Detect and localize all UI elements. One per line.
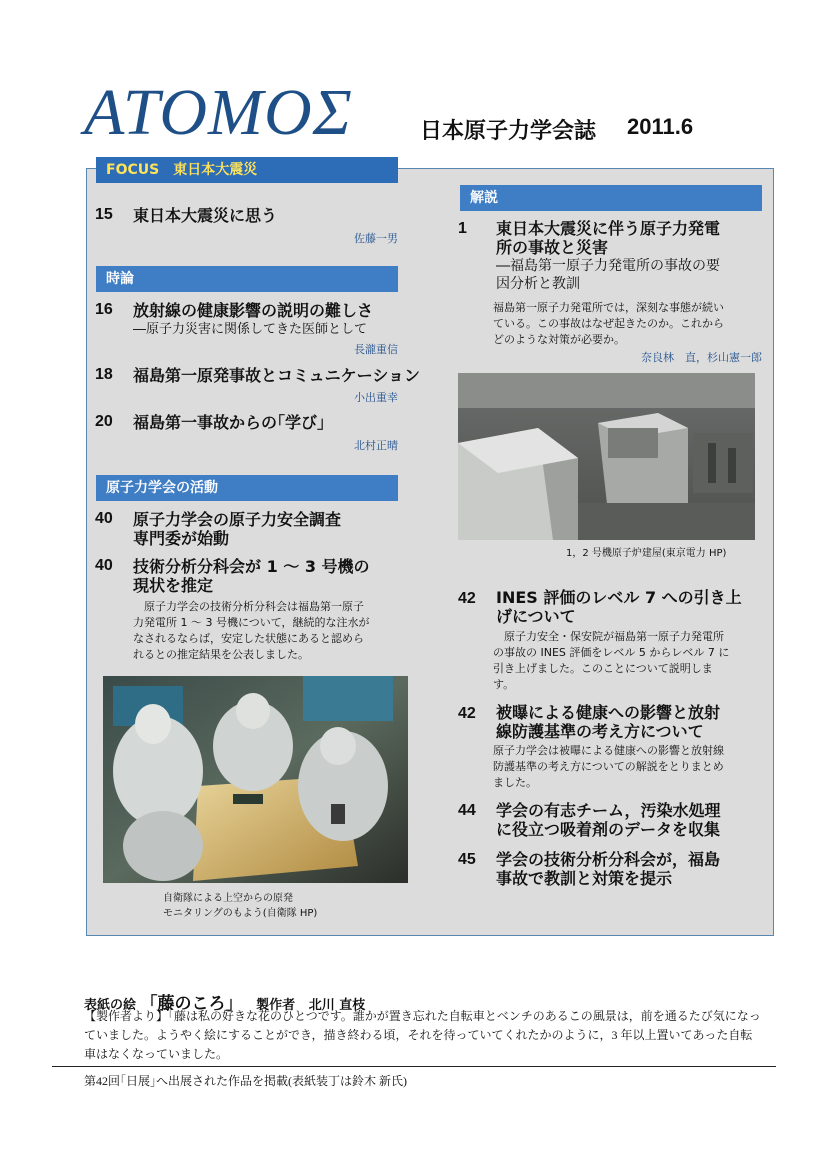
summary-line: 引き上げました。このことについて説明しま [493, 662, 713, 675]
summary-line: 防護基準の考え方についての解説をとりまとめ [493, 760, 724, 773]
journal-name: 日本原子力学会誌 [420, 119, 597, 144]
article-title[interactable] [496, 703, 720, 741]
article-summary [493, 629, 729, 693]
title-line: INES 評価のレベル 7 への引き上 [496, 588, 742, 607]
article-title[interactable] [133, 557, 370, 595]
photo-caption [163, 891, 317, 921]
summary-line: 原子力安全・保安院が福島第一原子力発電所 [493, 630, 724, 643]
article-title[interactable]: 東日本大震災に思う [133, 206, 278, 225]
cover-description: 【製作者より】「藤は私の好きな花のひとつです。誰かが置き忘れた自転車とベンチのあるこの風景は，前を通るたび気になっていました。ようやく絵にすることができ，描き終わる頃，それを待っていてくれたかのように，3 年以上置いてあった自転車はなくなっていました。 [84, 1009, 761, 1061]
article-title[interactable] [496, 588, 742, 626]
article-summary [133, 599, 370, 663]
article-author: 長瀧重信 [354, 343, 398, 356]
article-author: 佐藤一男 [354, 232, 398, 245]
section-header-activities: 原子力学会の活動 [96, 475, 398, 501]
summary-line: れるとの推定結果を公表しました。 [133, 648, 309, 661]
maker-label: 製作者 [256, 998, 296, 1013]
maker-name: 北川 直枝 [308, 998, 366, 1013]
summary-line: す。 [493, 678, 515, 691]
title-line: に役立つ吸着剤のデータを収集 [496, 820, 721, 839]
summary-line: 福島第一原子力発電所では，深刻な事態が続い [493, 301, 724, 314]
article-author: 北村正晴 [354, 439, 398, 452]
section-header-kaisetsu: 解説 [460, 185, 762, 211]
article-page: 42 [458, 590, 476, 607]
title-line: 学会の技術分析分科会が，福島 [496, 850, 721, 869]
article-author: 小出重幸 [354, 391, 398, 404]
title-line: 所の事故と災害 [496, 238, 609, 257]
journal-logo: ATOMOΣ [84, 76, 353, 149]
cover-prefix: 表紙の絵 [84, 998, 137, 1013]
summary-line: 原子力学会の技術分析分科会は福島第一原子 [133, 600, 364, 613]
article-page: 20 [95, 413, 113, 430]
article-title[interactable]: 放射線の健康影響の説明の難しさ [133, 301, 374, 320]
divider [52, 1066, 776, 1067]
article-page: 15 [95, 206, 113, 223]
article-page: 45 [458, 851, 476, 868]
summary-line: 原子力学会は被曝による健康への影響と放射線 [493, 744, 724, 757]
summary-line: ている。この事故はなぜ起きたのか。これから [493, 317, 724, 330]
section-header-focus: FOCUS 東日本大震災 [96, 157, 398, 183]
summary-line: なされるならば，安定した状態にあると認めら [133, 632, 364, 645]
monitoring-photo [103, 676, 408, 883]
title-line: 被曝による健康への影響と放射 [496, 703, 721, 722]
article-title[interactable]: 福島第一原発事故とコミュニケーション [133, 366, 421, 385]
article-title[interactable] [496, 801, 720, 839]
title-line: 事故で教訓と対策を提示 [496, 869, 673, 888]
article-title[interactable] [133, 510, 341, 548]
subtitle-line: 因分析と教訓 [496, 276, 580, 292]
summary-line: どのような対策が必要か。 [493, 333, 625, 346]
title-line: 現状を推定 [133, 576, 214, 595]
article-page: 42 [458, 705, 476, 722]
article-page: 1 [458, 220, 467, 237]
title-line: 技術分析分科会が 1 ～ 3 号機の [133, 557, 370, 576]
summary-line: ました。 [493, 776, 537, 789]
title-line: 学会の有志チーム，汚染水処理 [496, 801, 721, 820]
cover-title: 「藤のころ」 [140, 994, 243, 1014]
article-author: 奈良林 直，杉山憲一郎 [641, 351, 762, 364]
title-line: げについて [496, 607, 576, 626]
article-title[interactable]: 福島第一事故からの｢学び｣ [133, 413, 326, 432]
photo-caption: 1，2 号機原子炉建屋(東京電力 HP) [566, 548, 727, 559]
article-subtitle [496, 257, 720, 293]
article-title[interactable] [496, 850, 720, 888]
issue-number: 2011.6 [627, 114, 694, 139]
article-page: 44 [458, 802, 476, 819]
article-title[interactable] [496, 219, 720, 257]
subtitle-line: ―福島第一原子力発電所の事故の要 [496, 258, 720, 274]
cover-footer-note: 第42回｢日展｣へ出展された作品を掲載(表紙装丁は鈴木 新氏) [84, 1074, 407, 1088]
article-page: 40 [95, 557, 113, 574]
article-subtitle: ―原子力災害に関係してきた医師として [133, 322, 368, 337]
summary-line: の事故の INES 評価をレベル 5 からレベル 7 に [493, 646, 730, 659]
caption-line: 自衛隊による上空からの原発 [163, 893, 293, 904]
summary-line: 力発電所 1 ～ 3 号機について，継続的な注水が [133, 616, 370, 629]
title-line: 東日本大震災に伴う原子力発電 [496, 219, 721, 238]
title-line: 専門委が始動 [133, 529, 230, 548]
title-line: 線防護基準の考え方について [496, 722, 704, 741]
article-summary [493, 743, 724, 791]
article-page: 16 [95, 301, 113, 318]
reactor-building-photo [458, 373, 755, 540]
article-page: 18 [95, 366, 113, 383]
title-line: 原子力学会の原子力安全調査 [133, 510, 342, 529]
caption-line: モニタリングのもよう(自衛隊 HP) [163, 908, 318, 919]
article-summary [493, 300, 724, 348]
section-header-jiron: 時論 [96, 266, 398, 292]
article-page: 40 [95, 510, 113, 527]
